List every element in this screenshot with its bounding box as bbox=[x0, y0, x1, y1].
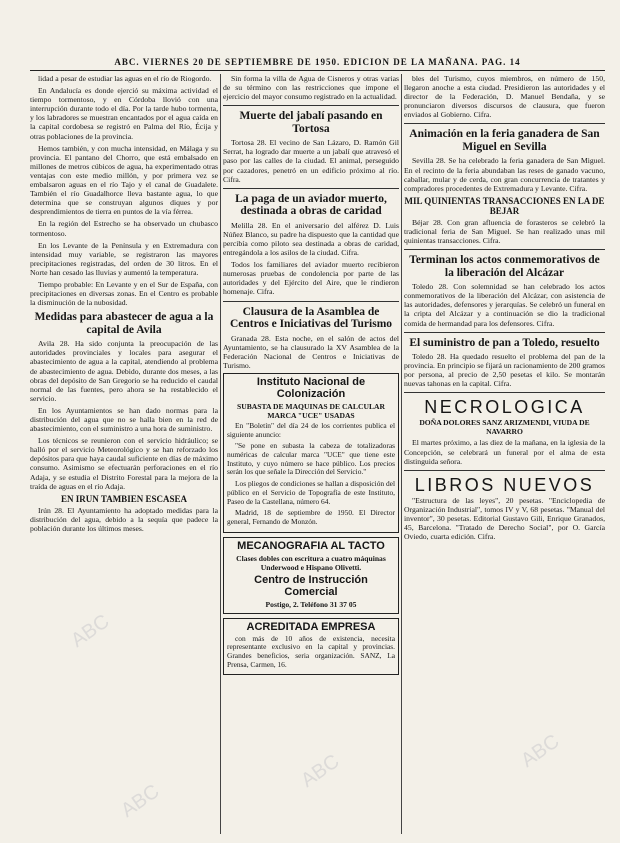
paragraph: "Estructura de las leyes", 20 pesetas. "Enciclopedia de Organización Industrial", tomos IV y V, 68 pesetas. "Manual del inventor", 30 pesetas. Editorial Gustavo Gili, Enrique Granados, 45, Barcelona. "Tratado de Derecho Social", por O. García Oviedo, cuarta edición. Cifra. bbox=[404, 495, 605, 542]
column-divider bbox=[401, 74, 402, 834]
advert-title: Centro de Instrucción Comercial bbox=[254, 573, 368, 598]
paragraph: Sevilla 28. Se ha celebrado la feria ganadera de San Miguel. En el recinto de la feria abundaban las reses de ganado vacuno, caballar, mular y de cerda, con gran concurrencia de tratantes y compradores procedentes de Extremadura y Levante. Cifra. bbox=[404, 156, 605, 193]
divider bbox=[223, 188, 399, 189]
paragraph: En los Ayuntamientos se han dado normas para la distribución del agua que no se halla bien en la red de abastecimiento, con el suministro a una hora de suministro. bbox=[30, 405, 218, 434]
advert-title: Instituto Nacional de Colonización bbox=[256, 375, 366, 400]
divider bbox=[404, 123, 605, 124]
paragraph: El martes próximo, a las diez de la mañana, en la iglesia de la Concepción, se celebrará un funeral por el alma de esta distinguida señora. bbox=[404, 438, 605, 466]
headline-aviador: La paga de un aviador muerto, destinada a obras de caridad bbox=[235, 192, 387, 218]
advert-title: MECANOGRAFIA AL TACTO bbox=[237, 539, 385, 552]
advert-text: Madrid, 18 de septiembre de 1950. El Director general, Fernando de Monzón. bbox=[227, 508, 395, 526]
advert-subtitle: SUBASTA DE MAQUINAS DE CALCULAR MARCA "UCE" USADAS bbox=[237, 401, 385, 420]
headline-alcazar: Terminan los actos conmemorativos de la liberación del Alcázar bbox=[409, 254, 600, 279]
paragraph: Granada 28. Esta noche, en el salón de actos del Ayuntamiento, se ha clausurado la XV Asamblea de la Federación Nacional de Centros e Iniciativas de Turismo. bbox=[223, 333, 399, 370]
headline-avila: Medidas para abastecer de agua a la capital de Avila bbox=[34, 311, 214, 336]
divider bbox=[223, 301, 399, 302]
divider bbox=[404, 332, 605, 333]
column-3 bbox=[404, 74, 605, 544]
header-rule bbox=[30, 70, 605, 71]
advert-text: "Se pone en subasta la cabeza de totalizadoras numéricas de calcular marca "UCE" que tiene este Instituto, y cuyo número se hace público. Los precios serán los que señale la Dirección del Servicio." bbox=[227, 441, 395, 477]
divider bbox=[404, 249, 605, 250]
page-header: ABC. VIERNES 20 DE SEPTIEMBRE DE 1950. EDICION DE LA MAÑANA. PAG. 14 bbox=[114, 57, 521, 67]
headline-tortosa: Muerte del jabalí pasando en Tortosa bbox=[239, 110, 383, 135]
advert-title: ACREDITADA EMPRESA bbox=[246, 620, 376, 633]
watermark: ABC bbox=[517, 730, 564, 772]
divider bbox=[404, 392, 605, 393]
column-divider bbox=[220, 74, 221, 834]
watermark: ABC bbox=[67, 610, 114, 652]
advert-mecanografia bbox=[223, 537, 399, 614]
advert-text: con más de 10 años de existencia, necesita representante exclusivo en la capital y provincias. Grandes beneficios, seria organización. SANZ, La Prensa, Carmen, 16. bbox=[227, 633, 395, 669]
paragraph: Irún 28. El Ayuntamiento ha adoptado medidas para la distribución del agua, debido a la sequía que padece la población durante los últimos meses. bbox=[30, 505, 218, 533]
divider bbox=[223, 105, 399, 106]
paragraph: Toledo 28. Ha quedado resuelto el problema del pan de la provincia. En principio se fijará un racionamiento de 200 gramos por persona, al precio de 2,50 pesetas el kilo. Se montarán nuevas tahonas en la capital. Cifra. bbox=[404, 352, 605, 389]
advert-line: Clases dobles con escritura a cuatro máquinas Underwood e Hispano Olivetti. bbox=[236, 553, 386, 572]
paragraph: En la región del Estrecho se ha observado un chubasco tormentoso. bbox=[30, 219, 218, 238]
necrologica-subtitle: DOÑA DOLORES SANZ ARIZMENDI, VIUDA DE NAVARRO bbox=[419, 418, 590, 437]
advert-text: En "Boletín" del día 24 de los corrientes publica el siguiente anuncio: bbox=[227, 420, 395, 439]
paragraph: En los Levante de la Península y en Extremadura con intensidad muy variable, se registraron las mayores precipitaciones registradas, del orden de 30 litros. En el Norte han cesado las lluvias y aumentó la temperatura. bbox=[30, 240, 218, 277]
headline-turismo: Clausura de la Asamblea de Centros e Iniciativas del Turismo bbox=[229, 305, 393, 330]
column-2 bbox=[223, 74, 399, 679]
paragraph: Béjar 28. Con gran afluencia de forasteros se celebró la tradicional feria de San Miguel. Se han realizado unas mil quinientas transacciones. Cifra. bbox=[404, 217, 605, 246]
headline-sevilla: Animación en la feria ganadera de San Miguel en Sevilla bbox=[409, 128, 600, 153]
advert-line: Postigo, 2. Teléfono 31 37 05 bbox=[265, 599, 357, 609]
paragraph: Tortosa 28. El vecino de San Lázaro, D. Ramón Gil Serrat, ha logrado dar muerte a un jabalí que atravesó el paso por las calles de la ciudad. El animal, perseguido por cazadores, penetró en un edificio próximo al río. Cifra. bbox=[223, 138, 399, 184]
advert-text: Los pliegos de condiciones se hallan a disposición del público en el Servicio de Topografía de este Instituto, Paseo de la Castellana, número 64. bbox=[227, 479, 395, 506]
column-1 bbox=[30, 74, 218, 536]
libros-title: LIBROS NUEVOS bbox=[414, 474, 595, 495]
paragraph: bles del Turismo, cuyos miembros, en número de 150, llegaron anoche a esta ciudad. Presidieron las autoridades y el director de la Federación, D. Manuel Bendaña, y se pronunciaron diversos discursos de clausura, que fueron enviados al Gobierno. Cifra. bbox=[404, 74, 605, 120]
paragraph: Toledo 28. Con solemnidad se han celebrado los actos conmemorativos de la liberación del Alcázar, con asistencia de las autoridades, defensores y jerarquías. Se celebró un funeral en la cripta del Alcázar y a continuación se dio la tradicional comida de hermandad para los defensores. Cifra. bbox=[404, 282, 605, 328]
subheadline-bejar: MIL QUINIENTAS TRANSACCIONES EN LA DE BEJAR bbox=[404, 195, 605, 216]
paragraph: Los técnicos se reunieron con el servicio hidráulico; se halló por el servicio Meteorológico y se han reforzado los depósitos para que haya caudal suficiente en días de máximo consumo. Asimismo se efectuarán perforaciones en el río Adaja, y se estudia el Distrito Forestal para la mejora de la traída de aguas en el río Adaja. bbox=[30, 436, 218, 491]
paragraph: lidad a pesar de estudiar las aguas en el río de Riogordo. bbox=[38, 74, 212, 83]
divider bbox=[404, 470, 605, 471]
watermark: ABC bbox=[297, 750, 344, 792]
paragraph: Todos los familiares del aviador muerto recibieron numerosas pruebas de condolencia por parte de las autoridades y del Ejército del Aire, que le rindieron homenaje. Cifra. bbox=[223, 260, 399, 297]
paragraph: Hemos también, y con mucha intensidad, en Málaga y su provincia. El pantano del Chorro, que está embalsado en millones de metros cúbicos de agua, ha experimentado otras ventajas con este medio millón, y por primera vez se embalsaron aguas en el río Tajo y el canal de Guadalete. También el río Guadalhorce lleva bastante agua, lo que determina que se construyan algunos diques y por desprendimientos de tierra en puntos de la vía férrea. bbox=[30, 143, 218, 217]
advert-empresa bbox=[223, 618, 399, 676]
paragraph: Avila 28. Ha sido conjunta la preocupación de las autoridades provinciales y locales para asegurar el abastecimiento de agua a la capital, atendiendo al problema de abastecimiento de agua. Debido, durante dos meses, a las obras del depósito de San Gregorio se ha reducido el caudal normal de las fuentes, pero ahora se ha restablecido el servicio. bbox=[30, 339, 218, 403]
advert-colonizacion bbox=[223, 373, 399, 533]
watermark: ABC bbox=[117, 780, 164, 822]
necrologica-title: NECROLOGICA bbox=[424, 397, 585, 418]
paragraph: Melilla 28. En el aniversario del alférez D. Luis Núñez Blanco, su padre ha dispuesto que la cantidad que percibía como piloto sea destinada a obras de caridad, entregándola a los asilos de la ciudad. Cifra. bbox=[223, 220, 399, 258]
paragraph: Tiempo probable: En Levante y en el Sur de España, con precipitaciones en diversas zonas. En el Centro es probable la disminución de la nubosidad. bbox=[30, 279, 218, 308]
paragraph: En Andalucía es donde ejerció su máxima actividad el tiempo tormentoso, y en Córdoba llovió con una interrupción durante todo el día. Por la tarde hubo tormenta, y los labradores se muestran encantados por el agua caída en la capital cordobesa se registró en Palma del Río, Écija y otras poblaciones de la provincia. bbox=[30, 86, 218, 141]
headline-pan: El suministro de pan a Toledo, resuelto bbox=[409, 336, 600, 349]
subheadline-irun: EN IRUN TAMBIEN ESCASEA bbox=[61, 493, 187, 504]
paragraph: Sin forma la villa de Agua de Cisneros y otras varias de su término con las restricciones que impone el ejercicio del mayor consumo registrado en la actualidad. bbox=[223, 74, 399, 102]
